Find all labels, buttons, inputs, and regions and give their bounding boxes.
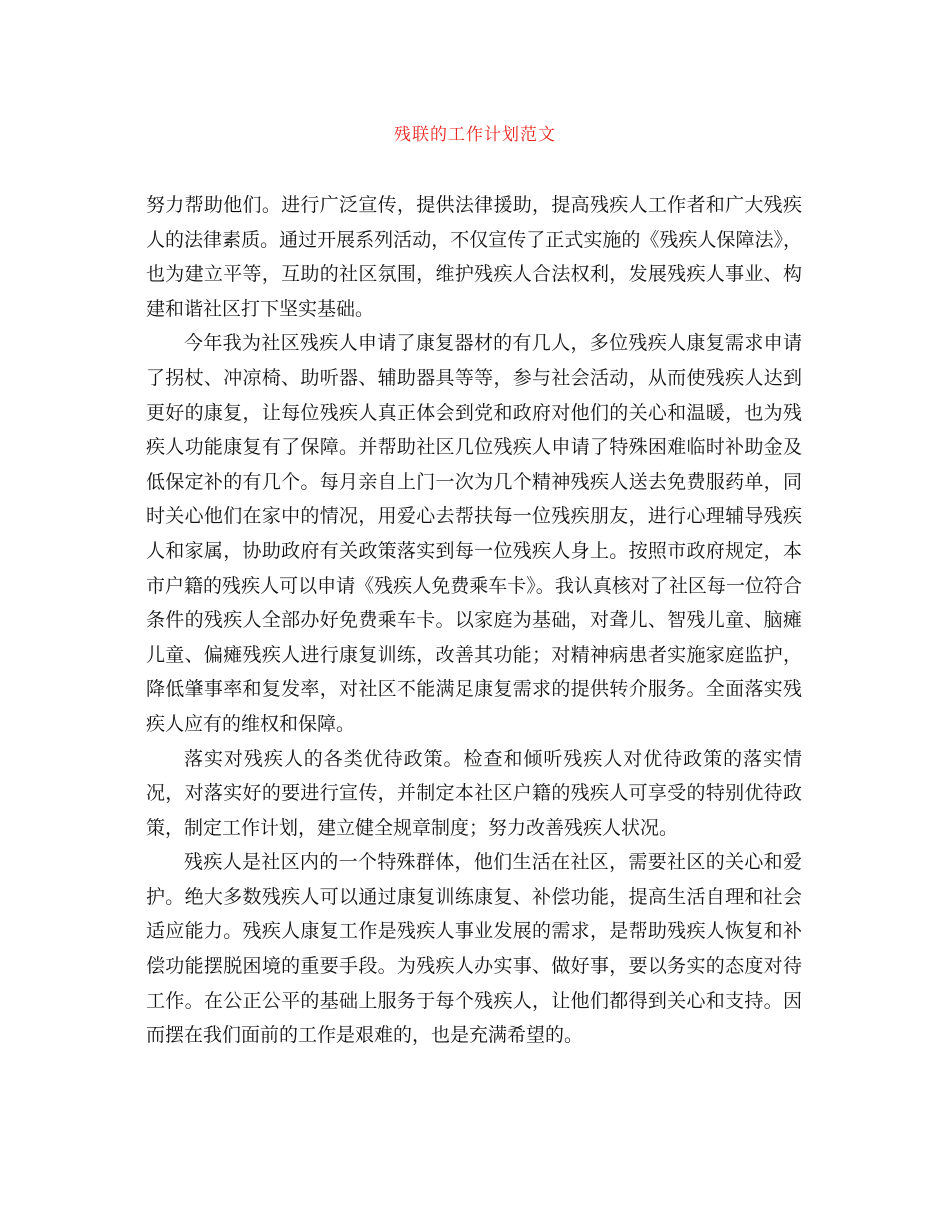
paragraph-2: 今年我为社区残疾人申请了康复器材的有几人，多位残疾人康复需求申请了拐杖、冲凉椅、助听器、辅助器具等等，参与社会活动，从而使残疾人达到更好的康复，让每位残疾人真正体会到党和政府对他们的关心和温暖，也为残疾人功能康复有了保障。并帮助社区几位残疾人申请了特殊困难临时补助金及低保定补的有几个。每月亲自上门一次为几个精神残疾人送去免费服药单，同时关心他们在家中的情况，用爱心去帮扶每一位残疾朋友，进行心理辅导残疾人和家属，协助政府有关政策落实到每一位残疾人身上。按照市政府规定，本市户籍的残疾人可以申请《残疾人免费乘车卡》。我认真核对了社区每一位符合条件的残疾人全部办好免费乘车卡。以家庭为基础，对聋儿、智残儿童、脑瘫儿童、偏瘫残疾人进行康复训练，改善其功能；对精神病患者实施家庭监护，降低肇事率和复发率，对社区不能满足康复需求的提供转介服务。全面落实残疾人应有的维权和保障。	[146, 332, 802, 735]
document-title: 残联的工作计划范文	[394, 125, 556, 145]
paragraph-1: 努力帮助他们。进行广泛宣传，提供法律援助，提高残疾人工作者和广大残疾人的法律素质。通过开展系列活动，不仅宣传了正式实施的《残疾人保障法》，也为建立平等，互助的社区氛围，维护残疾人合法权利，发展残疾人事业、构建和谐社区打下坚实基础。	[146, 194, 802, 320]
document-body	[146, 188, 802, 1053]
paragraph-4: 残疾人是社区内的一个特殊群体，他们生活在社区，需要社区的关心和爱护。绝大多数残疾人可以通过康复训练康复、补偿功能，提高生活自理和社会适应能力。残疾人康复工作是残疾人事业发展的需求，是帮助残疾人恢复和补偿功能摆脱困境的重要手段。为残疾人办实事、做好事，要以务实的态度对待工作。在公正公平的基础上服务于每个残疾人，让他们都得到关心和支持。因而摆在我们面前的工作是艰难的，也是充满希望的。	[146, 851, 802, 1047]
paragraph-3: 落实对残疾人的各类优待政策。检查和倾听残疾人对优待政策的落实情况，对落实好的要进行宣传，并制定本社区户籍的残疾人可享受的特别优待政策，制定工作计划，建立健全规章制度；努力改善残疾人状况。	[146, 747, 802, 839]
